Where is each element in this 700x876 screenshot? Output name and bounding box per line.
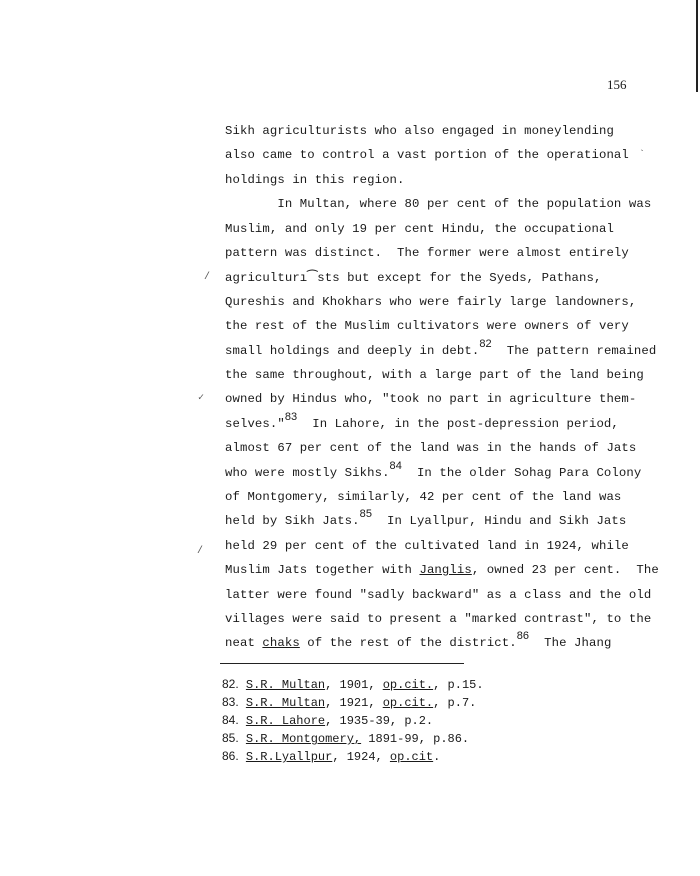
underlined-text: S.R. Multan <box>245 678 326 692</box>
text-run: holdings in this region. <box>225 172 405 187</box>
footnote-ref: 85 <box>359 508 373 521</box>
footnote-ref: 82 <box>479 337 492 350</box>
text-run: , 1901, <box>325 678 383 692</box>
footnote-ref: 83 <box>284 410 298 423</box>
text-run: The Jhang <box>529 636 612 651</box>
margin-tick-mark: ` <box>639 150 646 161</box>
text-line <box>225 563 659 577</box>
text-run: almost 67 per cent of the land was in the hands of Jats <box>225 441 637 456</box>
text-run: In Lahore, in the post-depression period, <box>297 416 619 431</box>
text-run <box>239 714 246 728</box>
margin-tick-mark: / <box>197 546 204 557</box>
footnote-ref: 86 <box>516 630 530 643</box>
footnote <box>222 677 484 692</box>
text-run: , 1921, <box>325 696 383 710</box>
text-run: Muslim, and only 19 per cent Hindu, the occupational <box>225 221 614 236</box>
text-run: villages were said to present a "marked contrast", to the <box>225 612 652 626</box>
text-line <box>225 539 629 553</box>
footnote-rule <box>220 663 464 664</box>
text-line <box>225 246 629 260</box>
text-run: owned by Hindus who, "took no part in agriculture them- <box>225 392 637 407</box>
footnote-number: 84. <box>222 713 239 727</box>
footnote <box>222 695 476 710</box>
text-line <box>225 197 651 211</box>
underlined-text: op.cit. <box>382 696 434 710</box>
text-run: the same throughout, with a large part of the land being <box>225 368 644 382</box>
underlined-text: op.cit <box>389 750 434 764</box>
text-line <box>225 441 636 455</box>
text-line <box>225 124 614 138</box>
text-run: pattern was distinct. The former were almost entirely <box>225 246 629 260</box>
footnote <box>222 713 433 728</box>
text-run: Muslim Jats together with <box>225 563 420 578</box>
text-run: , p.15. <box>433 678 484 692</box>
text-run: The pattern remained <box>491 343 657 358</box>
margin-check-mark: ✓ <box>198 393 205 404</box>
text-line <box>225 588 651 602</box>
text-run: . <box>433 750 441 764</box>
text-line <box>225 490 621 504</box>
text-run: selves." <box>225 416 285 431</box>
text-line <box>225 148 629 162</box>
text-line <box>225 222 614 236</box>
text-run: Qureshis and Khokhars who were fairly large landowners, <box>225 294 637 309</box>
footnote <box>222 749 440 764</box>
text-run: , p.7. <box>433 696 477 710</box>
text-run <box>239 678 246 692</box>
underlined-text: Janglis <box>419 563 472 578</box>
text-line <box>225 337 657 358</box>
text-line <box>225 410 619 431</box>
text-line <box>225 368 644 382</box>
footnote-number: 85. <box>222 731 239 745</box>
underlined-text: S.R. Lahore <box>245 714 326 728</box>
text-run: , owned 23 per cent. The <box>471 563 659 578</box>
page-number: 156 <box>607 77 627 92</box>
page-edge <box>696 0 698 92</box>
underlined-text: S.R.Lyallpur <box>245 750 333 764</box>
text-line <box>225 459 642 480</box>
text-run: , 1935-39, p.2. <box>325 714 434 728</box>
footnote <box>222 731 469 746</box>
text-run <box>239 696 246 710</box>
footnote-number: 82. <box>222 677 239 691</box>
text-run <box>239 750 246 764</box>
text-run: of Montgomery, similarly, 42 per cent of the land was <box>225 490 622 504</box>
text-run: of the rest of the district. <box>299 636 517 651</box>
text-line <box>225 612 651 626</box>
underlined-text: S.R. Montgomery, <box>245 732 362 746</box>
text-run: also came to control a vast portion of the operational <box>225 148 629 163</box>
underlined-text: S.R. Multan <box>245 696 326 710</box>
text-run: 1891-99, p.86. <box>361 732 470 746</box>
text-run: neat <box>225 636 263 651</box>
footnote-number: 83. <box>222 695 239 709</box>
footnote-ref: 84 <box>389 459 402 472</box>
footnote-number: 86. <box>222 749 239 763</box>
underlined-text: chaks <box>262 636 300 651</box>
text-run: the rest of the Muslim cultivators were owners of very <box>225 319 629 334</box>
text-run: held by Sikh Jats. <box>225 514 360 529</box>
margin-tick-mark: / <box>204 272 211 283</box>
text-run: In the older Sohag Para Colony <box>401 465 642 480</box>
text-run: latter were found "sadly backward" as a class and the old <box>225 587 652 602</box>
underlined-text: op.cit. <box>382 678 434 692</box>
text-line <box>225 319 629 333</box>
text-run <box>239 732 246 746</box>
text-run: , 1924, <box>332 750 390 764</box>
text-run: In Multan, where 80 per cent of the population was <box>225 197 652 212</box>
text-run: small holdings and deeply in debt. <box>225 343 480 358</box>
text-line <box>225 508 627 529</box>
text-run: agriculturı⁀sts but except for the Syeds, Pathans, <box>225 271 602 286</box>
text-line <box>225 630 612 651</box>
text-line <box>225 173 405 187</box>
text-line <box>225 270 601 285</box>
text-run: held 29 per cent of the cultivated land in 1924, while <box>225 538 629 553</box>
text-line <box>225 392 636 406</box>
text-line <box>225 295 636 309</box>
text-run: Sikh agriculturists who also engaged in moneylending <box>225 124 614 138</box>
text-run: In Lyallpur, Hindu and Sikh Jats <box>372 514 627 529</box>
text-run: who were mostly Sikhs. <box>225 465 390 480</box>
